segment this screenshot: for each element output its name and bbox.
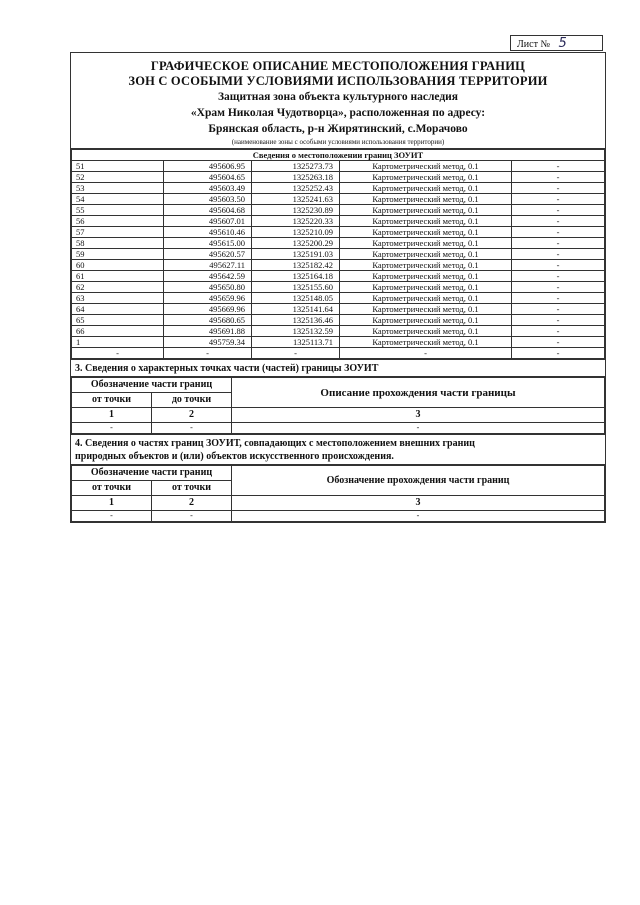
section-4-from-header: от точки — [72, 481, 152, 496]
section-4-title-line-2: природных объектов и (или) объектов искусственного происхождения. — [75, 451, 394, 462]
table-cell: - — [512, 326, 605, 337]
table-cell: 495607.01 — [164, 216, 252, 227]
table-cell: - — [512, 238, 605, 249]
table-cell: 1325113.71 — [252, 337, 340, 348]
table-cell: 495627.11 — [164, 260, 252, 271]
table-cell: Картометрический метод, 0.1 — [340, 238, 512, 249]
section-3-table — [71, 377, 605, 434]
table-cell: 60 — [72, 260, 164, 271]
table-cell: 1325148.05 — [252, 293, 340, 304]
table-cell: 1325230.89 — [252, 205, 340, 216]
table-row — [72, 183, 605, 194]
section-3-cell: - — [232, 423, 605, 434]
table-cell: 495620.57 — [164, 249, 252, 260]
table-row — [72, 348, 605, 359]
coordinates-table — [71, 149, 605, 359]
table-cell: - — [512, 348, 605, 359]
table-cell: Картометрический метод, 0.1 — [340, 161, 512, 172]
table-cell: 55 — [72, 205, 164, 216]
table-cell: 495650.80 — [164, 282, 252, 293]
section-4-num-2: 2 — [152, 496, 232, 511]
table-cell: Картометрический метод, 0.1 — [340, 249, 512, 260]
table-row — [72, 238, 605, 249]
table-cell: - — [512, 194, 605, 205]
table-row — [72, 172, 605, 183]
table-row — [72, 326, 605, 337]
section-3-desc-header: Описание прохождения части границы — [232, 378, 605, 408]
section-3-group-header: Обозначение части границ — [72, 378, 232, 393]
table-cell: - — [164, 348, 252, 359]
section-3-to-header: до точки — [152, 393, 232, 408]
document-header — [71, 53, 605, 149]
table-cell: 63 — [72, 293, 164, 304]
table-cell: Картометрический метод, 0.1 — [340, 315, 512, 326]
table-row — [72, 216, 605, 227]
section-4-cell: - — [72, 511, 152, 522]
title-line-2: ЗОН С ОСОБЫМИ УСЛОВИЯМИ ИСПОЛЬЗОВАНИЯ ТЕРРИТОРИИ — [128, 74, 548, 88]
table-cell: Картометрический метод, 0.1 — [340, 326, 512, 337]
section-4-group-header: Обозначение части границ — [72, 466, 232, 481]
table-cell: 495604.65 — [164, 172, 252, 183]
section-4-desc-header: Обозначение прохождения части границ — [232, 466, 605, 496]
section-4-num-3: 3 — [232, 496, 605, 511]
table-cell: Картометрический метод, 0.1 — [340, 293, 512, 304]
table-cell: - — [512, 249, 605, 260]
subtitle-line-3: Брянская область, р-н Жирятинский, с.Морачово — [208, 123, 468, 135]
table-cell: - — [72, 348, 164, 359]
table-cell: 495691.88 — [164, 326, 252, 337]
table-cell: 61 — [72, 271, 164, 282]
table-row — [72, 282, 605, 293]
table-cell: - — [512, 315, 605, 326]
table-cell: 495603.50 — [164, 194, 252, 205]
sheet-number-box — [510, 35, 603, 51]
table-cell: 54 — [72, 194, 164, 205]
table-cell: Картометрический метод, 0.1 — [340, 172, 512, 183]
table-cell: 1325263.18 — [252, 172, 340, 183]
table-cell: 1325164.18 — [252, 271, 340, 282]
table-cell: 495659.96 — [164, 293, 252, 304]
table-cell: 495604.68 — [164, 205, 252, 216]
section-3-cell: - — [72, 423, 152, 434]
table-cell: 59 — [72, 249, 164, 260]
table-cell: 58 — [72, 238, 164, 249]
table-cell: 495615.00 — [164, 238, 252, 249]
section-3-cell: - — [152, 423, 232, 434]
table-cell: 1325241.63 — [252, 194, 340, 205]
table-row — [72, 337, 605, 348]
table-row — [72, 161, 605, 172]
section-4-title — [71, 434, 605, 465]
table-cell: Картометрический метод, 0.1 — [340, 337, 512, 348]
document-frame — [70, 52, 606, 523]
table-cell: 1325155.60 — [252, 282, 340, 293]
table-cell: 66 — [72, 326, 164, 337]
section-3-num-1: 1 — [72, 408, 152, 423]
table-cell: Картометрический метод, 0.1 — [340, 271, 512, 282]
section-3-from-header: от точки — [72, 393, 152, 408]
title-line-1: ГРАФИЧЕСКОЕ ОПИСАНИЕ МЕСТОПОЛОЖЕНИЯ ГРАНИЦ — [150, 59, 526, 73]
section-4-table — [71, 465, 605, 522]
table-cell: 53 — [72, 183, 164, 194]
table-cell: 57 — [72, 227, 164, 238]
table-row — [72, 205, 605, 216]
zone-name-note: (наименование зоны с особыми условиями использования территории) — [231, 138, 445, 146]
section-4-cell: - — [152, 511, 232, 522]
table-row — [72, 293, 605, 304]
table-cell: 52 — [72, 172, 164, 183]
subtitle-line-1: Защитная зона объекта культурного наследия — [217, 91, 459, 103]
table-row — [72, 194, 605, 205]
table-row — [72, 271, 605, 282]
table-cell: Картометрический метод, 0.1 — [340, 304, 512, 315]
table-cell: Картометрический метод, 0.1 — [340, 216, 512, 227]
table-cell: - — [252, 348, 340, 359]
table-cell: 495642.59 — [164, 271, 252, 282]
table-cell: 51 — [72, 161, 164, 172]
table-cell: 56 — [72, 216, 164, 227]
table-cell: Картометрический метод, 0.1 — [340, 260, 512, 271]
section-4-cell: - — [232, 511, 605, 522]
section-3-num-3: 3 — [232, 408, 605, 423]
table-cell: 495603.49 — [164, 183, 252, 194]
table-cell: - — [512, 304, 605, 315]
table-cell: 64 — [72, 304, 164, 315]
section-4-title-line-1: 4. Сведения о частях границ ЗОУИТ, совпадающих с местоположением внешних границ — [75, 438, 475, 449]
table-row — [72, 315, 605, 326]
table-cell: 1325252.43 — [252, 183, 340, 194]
table-cell: Картометрический метод, 0.1 — [340, 183, 512, 194]
section-4-num-1: 1 — [72, 496, 152, 511]
table-cell: - — [512, 337, 605, 348]
table-cell: 1325136.46 — [252, 315, 340, 326]
table-cell: - — [512, 161, 605, 172]
table-row — [72, 260, 605, 271]
table-cell: 495610.46 — [164, 227, 252, 238]
table-cell: 1325220.33 — [252, 216, 340, 227]
table-cell: - — [512, 216, 605, 227]
table-cell: Картометрический метод, 0.1 — [340, 205, 512, 216]
table-cell: - — [512, 271, 605, 282]
section-4-to-header: от точки — [152, 481, 232, 496]
coordinates-table-title: Сведения о местоположении границ ЗОУИТ — [72, 150, 605, 161]
table-cell: - — [512, 172, 605, 183]
subtitle-line-2: «Храм Николая Чудотворца», расположенная по адресу: — [190, 107, 486, 119]
table-cell: 1325182.42 — [252, 260, 340, 271]
table-cell: 495669.96 — [164, 304, 252, 315]
table-cell: 495680.65 — [164, 315, 252, 326]
table-cell: 1325141.64 — [252, 304, 340, 315]
section-3-title: 3. Сведения о характерных точках части (частей) границы ЗОУИТ — [71, 359, 605, 377]
table-row — [72, 227, 605, 238]
table-row — [72, 249, 605, 260]
table-cell: 495759.34 — [164, 337, 252, 348]
table-cell: 495606.95 — [164, 161, 252, 172]
table-cell: - — [512, 260, 605, 271]
table-cell: 1 — [72, 337, 164, 348]
table-cell: - — [512, 183, 605, 194]
table-cell: 1325210.09 — [252, 227, 340, 238]
sheet-number: 5 — [558, 36, 567, 51]
table-cell: 1325200.29 — [252, 238, 340, 249]
table-row — [72, 304, 605, 315]
coordinates-rows — [72, 161, 605, 359]
table-cell: 1325191.03 — [252, 249, 340, 260]
table-cell: - — [512, 282, 605, 293]
table-cell: Картометрический метод, 0.1 — [340, 282, 512, 293]
table-cell: - — [340, 348, 512, 359]
table-cell: - — [512, 293, 605, 304]
table-cell: Картометрический метод, 0.1 — [340, 227, 512, 238]
table-cell: - — [512, 227, 605, 238]
table-cell: - — [512, 205, 605, 216]
table-cell: 65 — [72, 315, 164, 326]
table-cell: 1325132.59 — [252, 326, 340, 337]
section-3-num-2: 2 — [152, 408, 232, 423]
sheet-label: Лист № — [517, 39, 550, 50]
table-cell: Картометрический метод, 0.1 — [340, 194, 512, 205]
table-cell: 1325273.73 — [252, 161, 340, 172]
table-cell: 62 — [72, 282, 164, 293]
